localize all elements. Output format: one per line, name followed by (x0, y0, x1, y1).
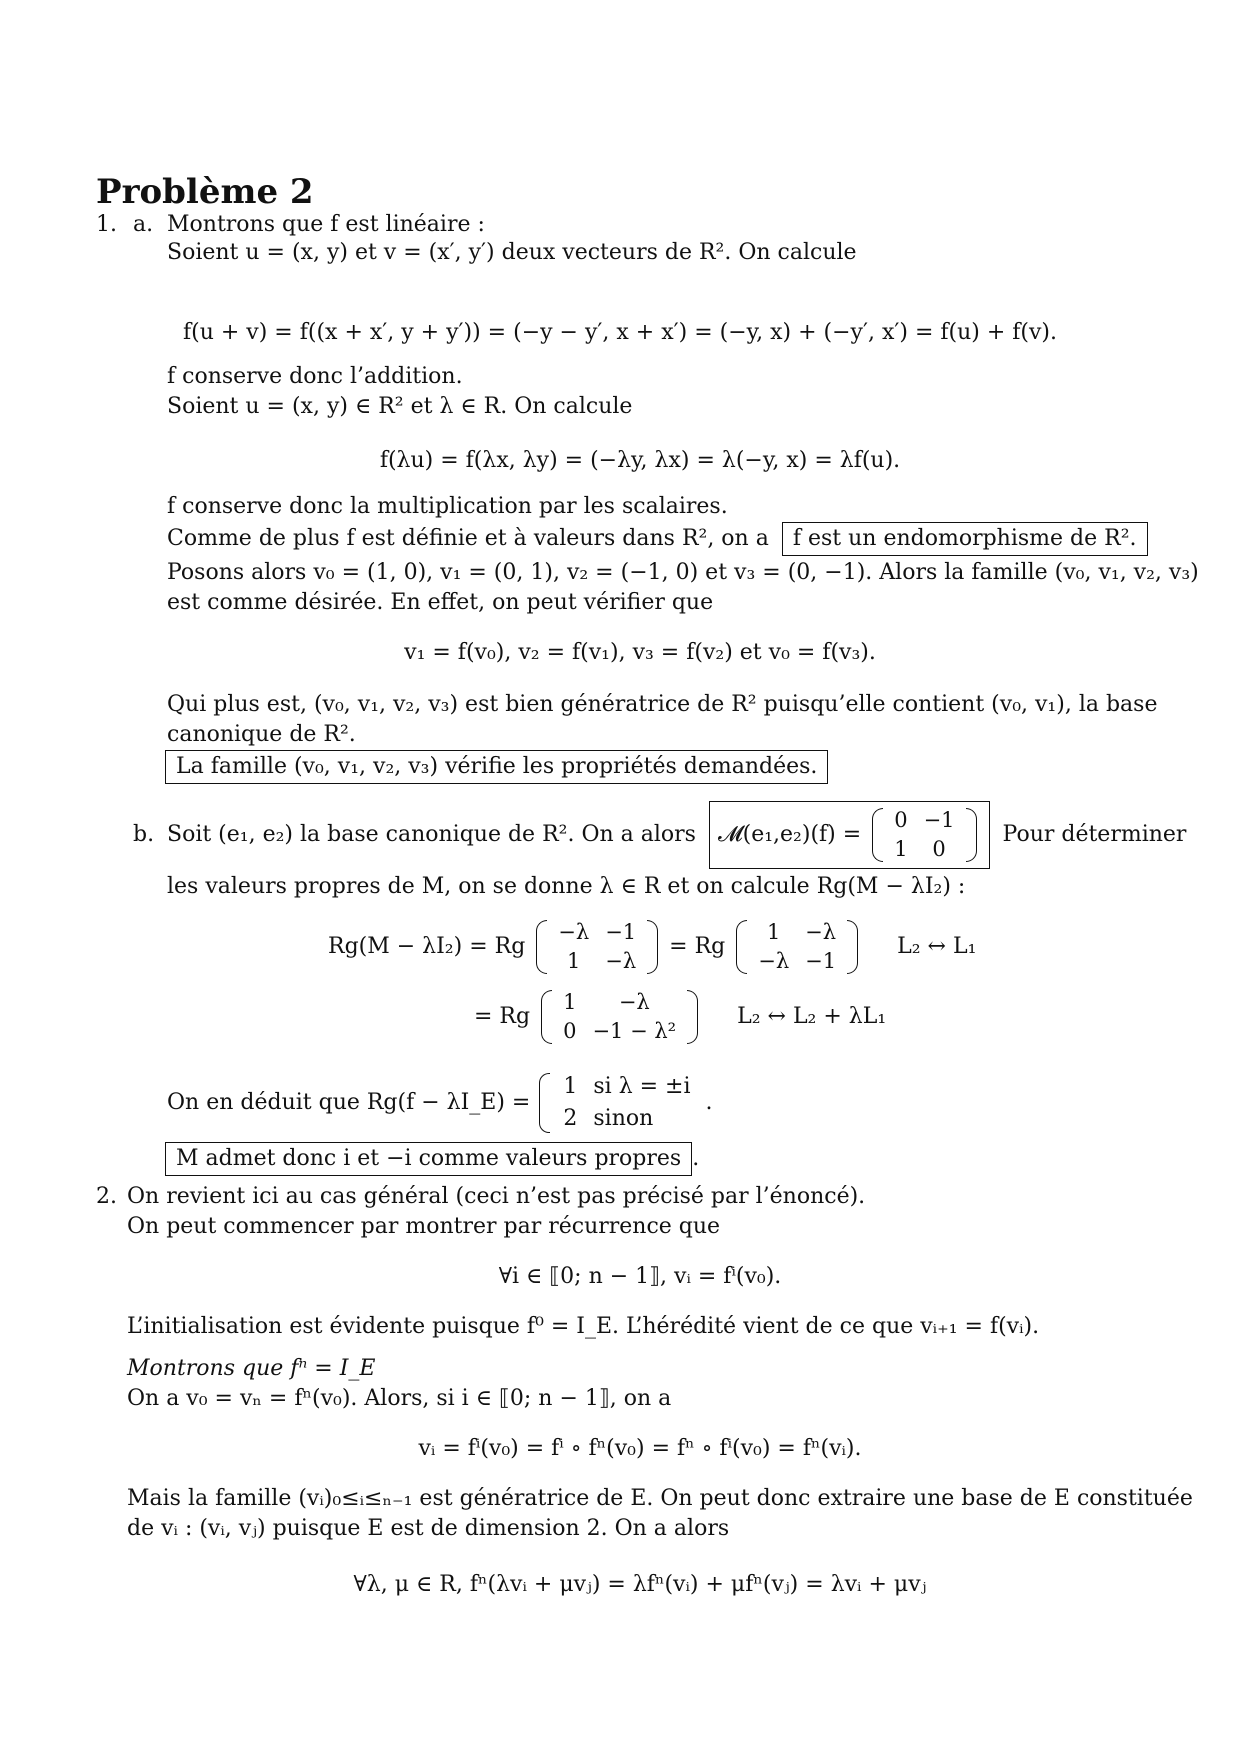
matrix-cell: 0 (894, 808, 908, 832)
part-b-label: b. (133, 822, 155, 847)
text-line: On peut commencer par montrer par récurrence que (127, 1214, 721, 1239)
matrix-cell: −1 (805, 949, 837, 973)
text-line: f conserve donc l’addition. (167, 364, 463, 389)
matrix (536, 918, 658, 976)
matrix-cell: −λ (758, 949, 790, 973)
case-condition: si λ = ±i (593, 1074, 691, 1099)
cases (537, 1071, 698, 1135)
text-line: est comme désirée. En effet, on peut vérifier que (167, 590, 714, 615)
deduction-line (167, 1066, 713, 1140)
text-line: f conserve donc la multiplication par les scalaires. (167, 494, 728, 519)
text-inline: Comme de plus f est définie et à valeurs dans R², on a (167, 526, 769, 551)
text-inline: . (705, 1090, 713, 1115)
text-line: Soient u = (x, y) et v = (x′, y′) deux vecteurs de R². On calcule (167, 240, 857, 265)
matrix-label: 𝓜(e₁,e₂)(f) = (717, 822, 862, 847)
question-2-number: 2. (96, 1184, 117, 1209)
text-line: On a v₀ = vₙ = fⁿ(v₀). Alors, si i ∈ ⟦0; n − 1⟧, on a (127, 1386, 672, 1411)
text-line: L’initialisation est évidente puisque f⁰ = I_E. L’hérédité vient de ce que vᵢ₊₁ = f(vᵢ). (127, 1314, 1040, 1339)
row-operation: L₂ ↔ L₁ (897, 934, 977, 959)
text-inline: Pour déterminer (1002, 822, 1187, 847)
matrix-cell: −1 (923, 808, 955, 832)
matrix-cell: −λ (558, 920, 590, 944)
boxed-result: M admet donc i et −i comme valeurs propres (165, 1142, 692, 1176)
matrix-cell: 1 (767, 920, 781, 944)
text-inline: On en déduit que Rg(f − λI_E) = (167, 1090, 531, 1115)
matrix-cell: −1 − λ² (592, 1019, 677, 1043)
part-a-label: a. (133, 212, 154, 237)
italic-heading: Montrons que fⁿ = I_E (127, 1356, 376, 1381)
text-line (167, 795, 1186, 875)
equation-images: v₁ = f(v₀), v₂ = f(v₁), v₃ = f(v₂) et v₀ = f(v₃). (404, 640, 876, 665)
text-line: On revient ici au cas général (ceci n’est pas précisé par l’énoncé). (127, 1184, 866, 1209)
equation-fn: vᵢ = fⁱ(v₀) = fⁱ ∘ fⁿ(v₀) = fⁿ ∘ fⁱ(v₀) = fⁿ(vᵢ). (418, 1436, 862, 1461)
equation-recurrence: ∀i ∈ ⟦0; n − 1⟧, vᵢ = fⁱ(v₀). (498, 1264, 782, 1289)
question-1-number: 1. (96, 212, 117, 237)
matrix-cell: −λ (805, 920, 837, 944)
text-line: de vᵢ : (vᵢ, vⱼ) puisque E est de dimension 2. On a alors (127, 1516, 730, 1541)
matrix-cell: 0 (563, 1019, 577, 1043)
equation-scalar: f(λu) = f(λx, λy) = (−λy, λx) = λ(−y, x) = λf(u). (379, 448, 901, 473)
problem-title: Problème 2 (96, 172, 314, 212)
text-line: Mais la famille (vᵢ)₀≤ᵢ≤ₙ₋₁ est génératrice de E. On peut donc extraire une base de E constituée (127, 1486, 1193, 1511)
text-line: Soient u = (x, y) ∈ R² et λ ∈ R. On calcule (167, 394, 633, 419)
case-condition: sinon (593, 1106, 654, 1131)
boxed-matrix-result (709, 801, 990, 869)
boxed-line (165, 1142, 699, 1176)
equation-addition: f(u + v) = f((x + x′, y + y′)) = (−y − y′, x + x′) = (−y, x) + (−y′, x′) = f(u) + f(v). (182, 320, 1058, 345)
text-inline: Rg(M − λI₂) = Rg (328, 934, 526, 959)
text-line: canonique de R². (167, 722, 356, 747)
row-operation: L₂ ↔ L₂ + λL₁ (737, 1004, 887, 1029)
matrix-cell: 1 (563, 990, 577, 1014)
matrix-cell: −λ (605, 949, 637, 973)
text-inline: . (692, 1146, 700, 1171)
case-value: 2 (563, 1106, 578, 1131)
matrix-cell: −λ (618, 990, 650, 1014)
case-value: 1 (563, 1074, 578, 1099)
text-line: Qui plus est, (v₀, v₁, v₂, v₃) est bien génératrice de R² puisqu’elle contient (v₀, v₁), la base (167, 692, 1158, 717)
text-line: Posons alors v₀ = (1, 0), v₁ = (0, 1), v₂ = (−1, 0) et v₃ = (0, −1). Alors la famille (v₀, v₁, v₂, v₃) (167, 560, 1199, 585)
matrix (541, 988, 698, 1046)
rank-row-2 (474, 980, 886, 1054)
rank-row-1 (328, 910, 976, 984)
boxed-line (165, 750, 828, 784)
text-inline: Soit (e₁, e₂) la base canonique de R². On a alors (167, 822, 696, 847)
matrix-cell: 1 (894, 837, 908, 861)
equation-linearity: ∀λ, μ ∈ R, fⁿ(λvᵢ + μvⱼ) = λfⁿ(vᵢ) + μfⁿ(vⱼ) = λvᵢ + μvⱼ (353, 1572, 927, 1597)
matrix-cell: −1 (605, 920, 637, 944)
boxed-result: f est un endomorphisme de R². (782, 522, 1148, 556)
text-line: Montrons que f est linéaire : (167, 212, 485, 237)
matrix-cell: 1 (567, 949, 581, 973)
matrix (736, 918, 858, 976)
matrix-cell: 0 (932, 837, 946, 861)
text-line: les valeurs propres de M, on se donne λ ∈ R et on calcule Rg(M − λI₂) : (167, 874, 966, 899)
text-line (167, 522, 1148, 556)
matrix-M (872, 806, 976, 864)
boxed-result: La famille (v₀, v₁, v₂, v₃) vérifie les propriétés demandées. (165, 750, 828, 784)
text-inline: = Rg (474, 1004, 531, 1029)
text-inline: = Rg (669, 934, 726, 959)
